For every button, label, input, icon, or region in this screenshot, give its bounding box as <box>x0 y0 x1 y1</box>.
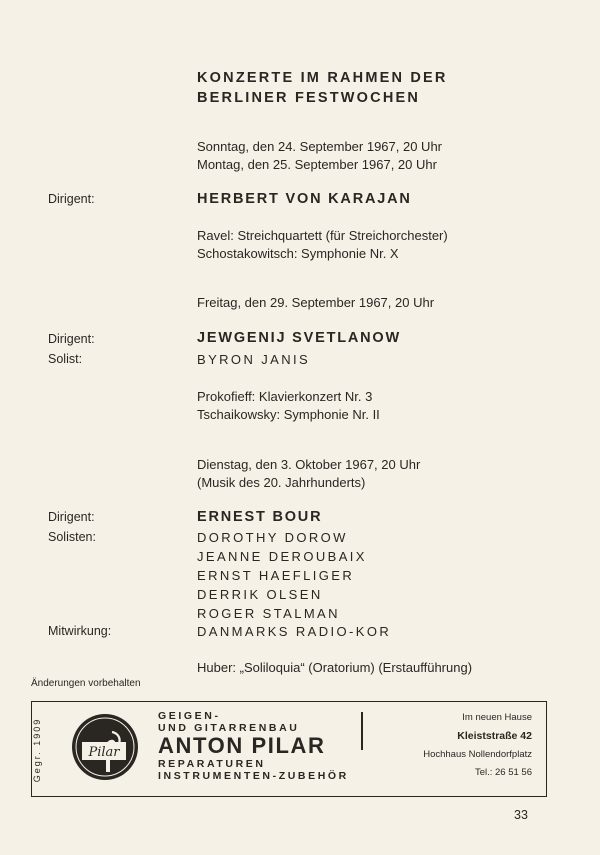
concert3-soloist: DOROTHY DOROW <box>197 530 348 545</box>
heading-line-1: KONZERTE IM RAHMEN DER <box>197 70 448 86</box>
concert2-program-2: Tschaikowsky: Symphonie Nr. II <box>197 407 380 422</box>
advertisement-box: Gegr. 1909 Pilar GEIGEN- UND GITARRENBAU ANTON PILAR REPARATUREN INSTRUMENTEN-ZUBEHÖR Im neuen Hause Kleiststraße 42 Hochhaus Nollendorfplatz Tel.: 26 51 56 <box>31 701 547 797</box>
concert3-soloist: ERNST HAEFLIGER <box>197 568 355 583</box>
heading-line-2: BERLINER FESTWOCHEN <box>197 90 421 106</box>
concert1-conductor-label: Dirigent: <box>48 192 95 206</box>
concert3-participation: DANMARKS RADIO-KOR <box>197 624 392 639</box>
page-number: 33 <box>514 808 528 822</box>
concert3-note: (Musik des 20. Jahrhunderts) <box>197 475 366 490</box>
concert3-participation-label: Mitwirkung: <box>48 624 112 638</box>
ad-building: Hochhaus Nollendorfplatz <box>423 749 532 760</box>
concert3-soloist: DERRIK OLSEN <box>197 587 323 602</box>
concert3-soloist: JEANNE DEROUBAIX <box>197 549 367 564</box>
ad-company-name: ANTON PILAR <box>158 733 326 758</box>
ad-phone: Tel.: 26 51 56 <box>474 767 532 778</box>
concert1-program-2: Schostakowitsch: Symphonie Nr. X <box>197 246 399 261</box>
concert1-date-2: Montag, den 25. September 1967, 20 Uhr <box>197 157 437 172</box>
concert3-conductor: ERNEST BOUR <box>197 509 323 525</box>
svg-text:Pilar: Pilar <box>88 745 120 760</box>
concert3-conductor-label: Dirigent: <box>48 510 95 524</box>
ad-location-label: Im neuen Hause <box>462 712 532 723</box>
ad-line-1: GEIGEN- <box>158 710 221 722</box>
concert3-soloist: ROGER STALMAN <box>197 606 340 621</box>
concert2-conductor: JEWGENIJ SVETLANOW <box>197 330 401 346</box>
concert3-soloists-label: Solisten: <box>48 530 96 544</box>
ad-line-4: INSTRUMENTEN-ZUBEHÖR <box>158 770 349 782</box>
ad-line-3: REPARATUREN <box>158 758 266 770</box>
concert2-program-1: Prokofieff: Klavierkonzert Nr. 3 <box>197 389 373 404</box>
concert1-program-1: Ravel: Streichquartett (für Streichorchester) <box>197 228 448 243</box>
concert3-program: Huber: „Soliloquia“ (Oratorium) (Erstaufführung) <box>197 660 473 675</box>
violin-scroll-logo-icon <box>64 712 146 782</box>
concert2-soloist-label: Solist: <box>48 352 83 366</box>
concert2-date: Freitag, den 29. September 1967, 20 Uhr <box>197 295 435 310</box>
ad-line-2: UND GITARRENBAU <box>158 722 300 734</box>
concert2-soloist: BYRON JANIS <box>197 352 311 367</box>
ad-street: Kleiststraße 42 <box>457 730 532 742</box>
concert1-date-1: Sonntag, den 24. September 1967, 20 Uhr <box>197 139 443 154</box>
concert1-conductor: HERBERT VON KARAJAN <box>197 191 412 207</box>
concert3-date: Dienstag, den 3. Oktober 1967, 20 Uhr <box>197 457 421 472</box>
concert2-conductor-label: Dirigent: <box>48 332 95 346</box>
changes-note: Änderungen vorbehalten <box>31 678 141 689</box>
ad-divider <box>361 712 363 750</box>
